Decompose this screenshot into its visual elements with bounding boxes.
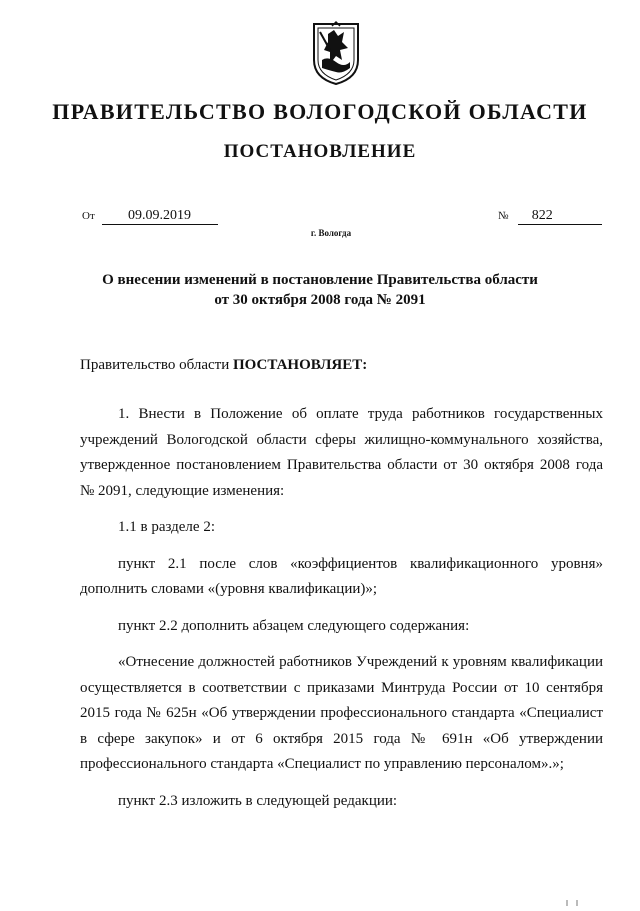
document-type: ПОСТАНОВЛЕНИЕ [223,141,417,162]
document-heading [0,270,640,310]
decree-statement [80,357,367,374]
paragraph: пункт 2.3 изложить в следующей редакции: [118,792,398,809]
heading-line-2: от 30 октября 2008 года № 2091 [214,292,426,308]
decree-verb: ПОСТАНОВЛЯЕТ: [232,357,368,373]
paragraph: пункт 2.2 дополнить абзацем следующего содержания: [118,617,470,634]
paragraph: пункт 2.1 после слов «коэффициентов квалификационного уровня» дополнить словами «(уровня квалификации)»; [80,555,603,597]
government-name: ПРАВИТЕЛЬСТВО ВОЛОГОДСКОЙ ОБЛАСТИ [52,99,588,124]
number-value: 822 [518,208,602,225]
decree-prefix: Правительство области [80,357,233,373]
number-field [498,207,602,225]
heading-line-1: О внесении изменений в постановление Правительства области [102,272,538,288]
paragraph: 1.1 в разделе 2: [118,519,215,535]
number-prefix: № [498,210,509,222]
scan-marks [566,893,596,901]
paragraph: «Отнесение должностей работников Учреждений к уровням квалификации осуществляется в соответствии с приказами Минтруда России от 10 сентября 2015 года № 625н «Об утверждении профессионального стандарта «Специалист в сфере закупок» и от 6 октября 2015 года № 691н «Об утверждении профессионального стандарта «Специалист по управлению персоналом».»; [80,654,603,772]
document-body [80,402,603,814]
city-label: г. Вологда [310,228,352,238]
date-field [82,207,218,225]
date-prefix: От [82,210,95,222]
paragraph: 1. Внести в Положение об оплате труда работников государственных учреждений Вологодской области сферы жилищно-коммунального хозяйства, утвержденное постановлением Правительства области от 30 октября 2008 года № 2091, следующие изменения: [80,406,603,499]
coat-of-arms-icon [308,20,364,86]
date-value: 09.09.2019 [102,208,218,225]
